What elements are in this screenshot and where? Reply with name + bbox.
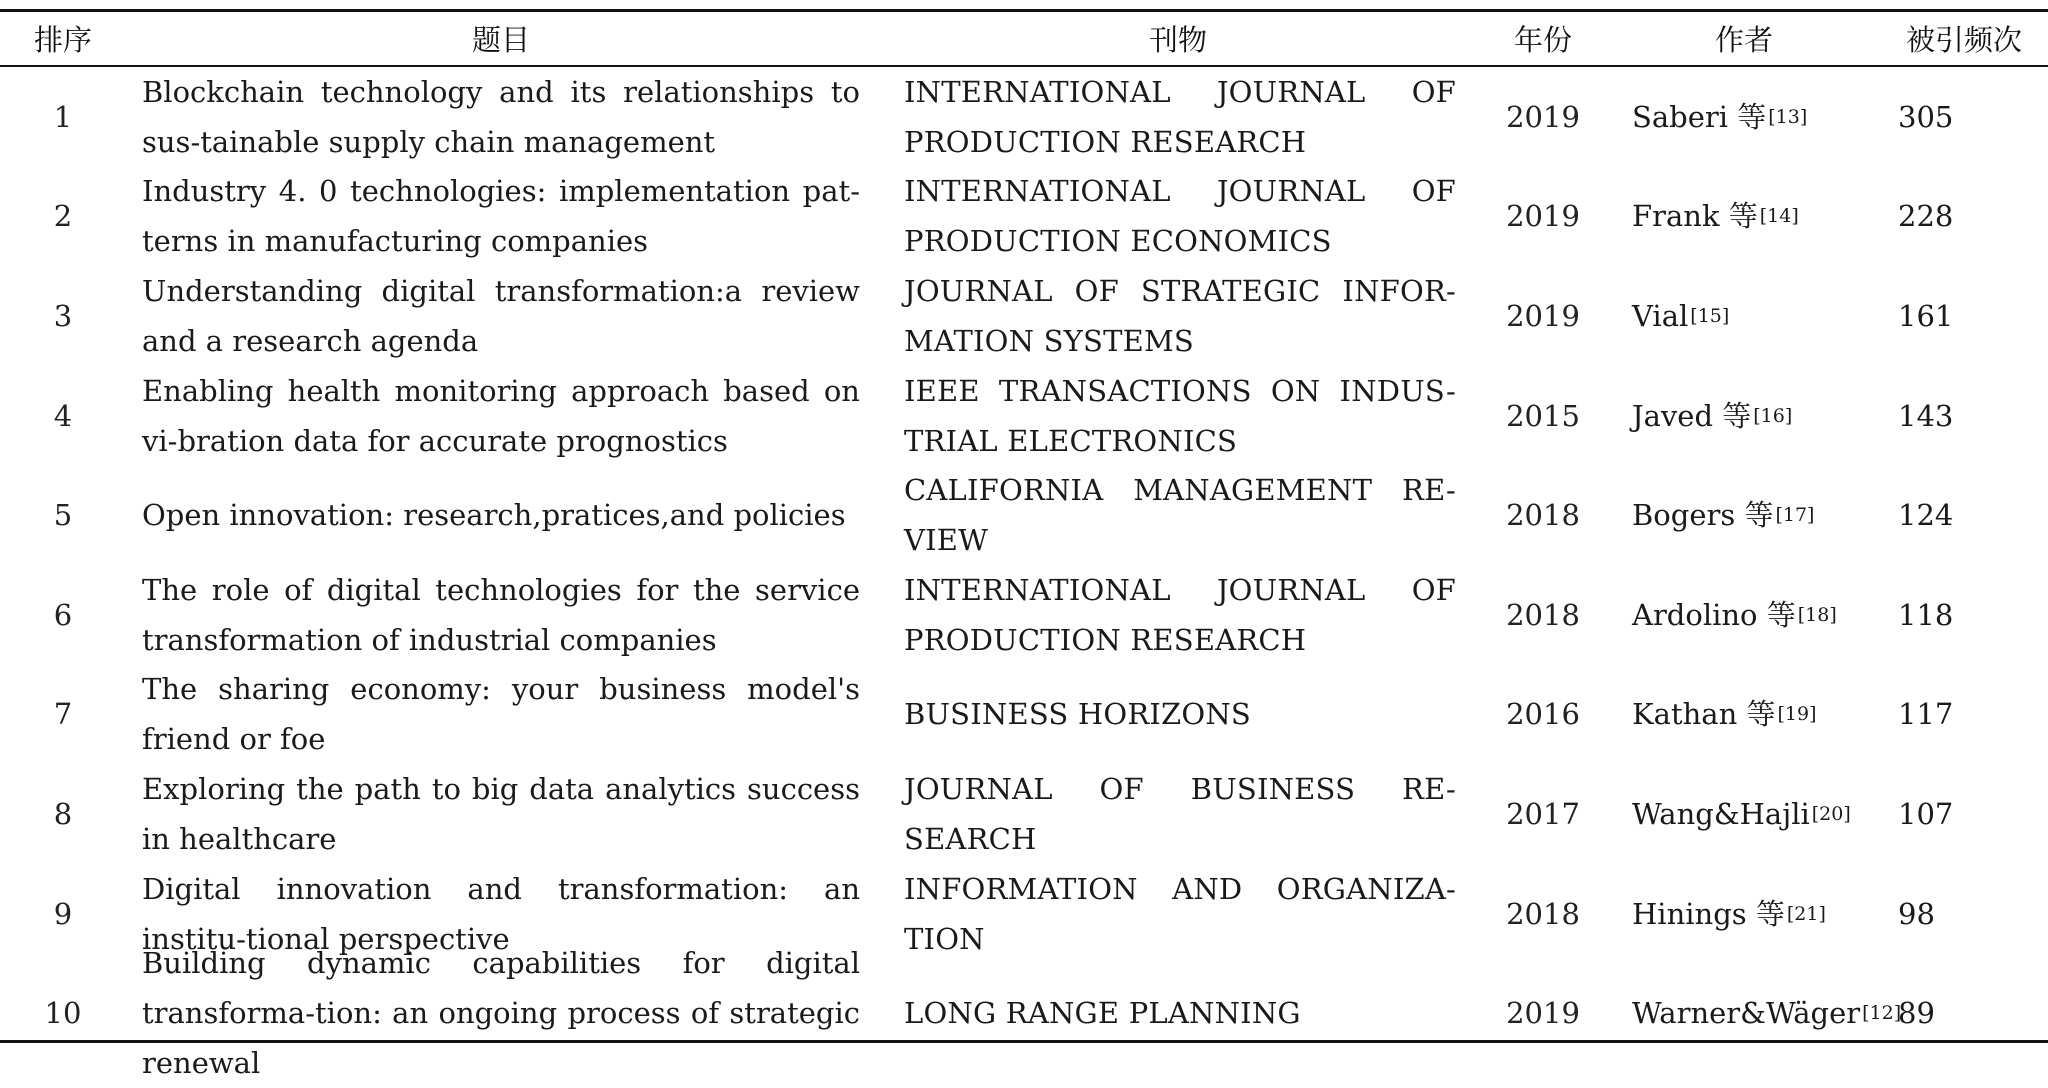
header-year: 年份 [1513,22,1572,57]
title-text: The sharing economy: your business model's friend or foe [142,672,860,757]
journal-text: JOURNAL OF STRATEGIC INFOR-MATION SYSTEMS [904,273,1456,358]
title-text: Understanding digital transformation:a review and a research agenda [142,273,860,358]
journal-cell [904,366,1456,466]
rank-cell: 7 [53,697,73,732]
title-text: Exploring the path to big data analytics success in healthcare [142,771,860,856]
journal-text: IEEE TRANSACTIONS ON INDUS-TRIAL ELECTRONICS [904,373,1456,458]
title-text: Open innovation: research,pratices,and policies [142,498,846,533]
rank-cell: 10 [44,996,82,1031]
table-row [0,764,2048,864]
rank-cell: 2 [53,199,73,234]
journal-text: CALIFORNIA MANAGEMENT RE-VIEW [904,473,1456,558]
author-text: Saberi 等 [1632,99,1767,134]
journal-cell [904,864,1456,964]
table-row [0,946,2048,1081]
rank-cell: 8 [53,796,73,831]
author-text: Hinings 等 [1632,896,1785,931]
year-cell: 2019 [1506,99,1580,134]
cites-cell: 117 [1898,697,1954,732]
journal-text: BUSINESS HORIZONS [904,697,1251,732]
year-cell: 2019 [1506,298,1580,333]
reference-marker: [20] [1811,802,1851,825]
title-cell [142,946,860,1081]
table-row [0,665,2048,765]
author-cell [1632,764,1892,864]
journal-cell [904,465,1456,565]
author-cell [1632,67,1892,167]
journal-cell [904,665,1456,765]
author-cell [1632,266,1892,366]
title-text: Blockchain technology and its relationships to sus-tainable supply chain management [142,74,860,159]
table-row [0,465,2048,565]
table-bottom-rule [0,1040,2048,1043]
cites-cell: 143 [1898,398,1954,433]
author-cell [1632,665,1892,765]
year-cell: 2019 [1506,199,1580,234]
author-cell [1632,167,1892,267]
rank-cell: 4 [53,398,73,433]
reference-marker: [13] [1768,105,1808,128]
journal-cell [904,67,1456,167]
table-row [0,366,2048,466]
table-body [0,67,2048,1081]
cites-cell: 118 [1898,597,1954,632]
journal-text: INTERNATIONAL JOURNAL OF PRODUCTION RESEARCH [904,74,1456,159]
reference-marker: [14] [1759,205,1799,228]
rank-cell: 3 [53,298,73,333]
title-cell [142,266,860,366]
reference-marker: [21] [1786,902,1826,925]
title-cell [142,665,860,765]
year-cell: 2015 [1506,398,1580,433]
title-text: Digital innovation and transformation: an institu-tional perspective [142,871,860,956]
rank-cell: 6 [53,597,73,632]
author-cell [1632,963,1902,1063]
journal-cell [904,266,1456,366]
title-text: Building dynamic capabilities for digital transforma-tion: an ongoing process of strategic renewal [142,946,860,1081]
author-text: Wang&Hajli [1632,796,1810,831]
year-cell: 2018 [1506,498,1580,533]
author-text: Vial [1632,298,1689,333]
title-text: Enabling health monitoring approach based on vi-bration data for accurate prognostics [142,373,860,458]
author-text: Bogers 等 [1632,498,1774,533]
year-cell: 2019 [1506,996,1580,1031]
table-row [0,167,2048,267]
author-cell [1632,565,1892,665]
cites-cell: 305 [1898,99,1954,134]
title-cell [142,764,860,864]
journal-text: INFORMATION AND ORGANIZA-TION [904,871,1456,956]
table-row [0,67,2048,167]
title-cell [142,565,860,665]
cites-cell: 107 [1898,796,1954,831]
journal-text: INTERNATIONAL JOURNAL OF PRODUCTION ECONOMICS [904,174,1456,259]
cites-cell: 124 [1898,498,1954,533]
author-text: Javed 等 [1632,398,1752,433]
title-cell [142,366,860,466]
reference-marker: [12] [1862,1002,1902,1025]
reference-marker: [17] [1775,504,1815,527]
year-cell: 2017 [1506,796,1580,831]
author-cell [1632,465,1892,565]
title-text: The role of digital technologies for the service transformation of industrial companies [142,572,860,657]
reference-marker: [16] [1753,404,1793,427]
year-cell: 2016 [1506,697,1580,732]
cites-cell: 228 [1898,199,1954,234]
title-cell [142,465,860,565]
header-author: 作者 [1714,22,1773,57]
journal-cell [904,565,1456,665]
reference-marker: [18] [1797,603,1837,626]
cites-cell: 89 [1898,996,1935,1031]
cites-cell: 161 [1898,298,1954,333]
journal-text: INTERNATIONAL JOURNAL OF PRODUCTION RESEARCH [904,572,1456,657]
author-cell [1632,864,1892,964]
reference-marker: [15] [1690,304,1730,327]
title-cell [142,67,860,167]
header-title: 题目 [471,22,530,57]
table-row [0,266,2048,366]
journal-cell [904,963,1456,1063]
journal-text: LONG RANGE PLANNING [904,996,1301,1031]
title-cell [142,167,860,267]
rank-cell: 5 [53,498,73,533]
cites-cell: 98 [1898,896,1935,931]
journal-cell [904,764,1456,864]
year-cell: 2018 [1506,896,1580,931]
header-rank: 排序 [33,22,92,57]
journal-cell [904,167,1456,267]
rank-cell: 9 [53,896,73,931]
author-text: Ardolino 等 [1632,597,1796,632]
header-journal: 刊物 [1148,22,1207,57]
author-text: Kathan 等 [1632,697,1776,732]
author-text: Frank 等 [1632,199,1758,234]
header-cites: 被引频次 [1905,22,2022,57]
journal-text: JOURNAL OF BUSINESS RE-SEARCH [904,771,1456,856]
year-cell: 2018 [1506,597,1580,632]
author-cell [1632,366,1892,466]
reference-marker: [19] [1777,703,1817,726]
table-row [0,565,2048,665]
rank-cell: 1 [53,99,73,134]
title-text: Industry 4. 0 technologies: implementation pat-terns in manufacturing companies [142,174,860,259]
author-text: Warner&Wäger [1632,996,1861,1031]
